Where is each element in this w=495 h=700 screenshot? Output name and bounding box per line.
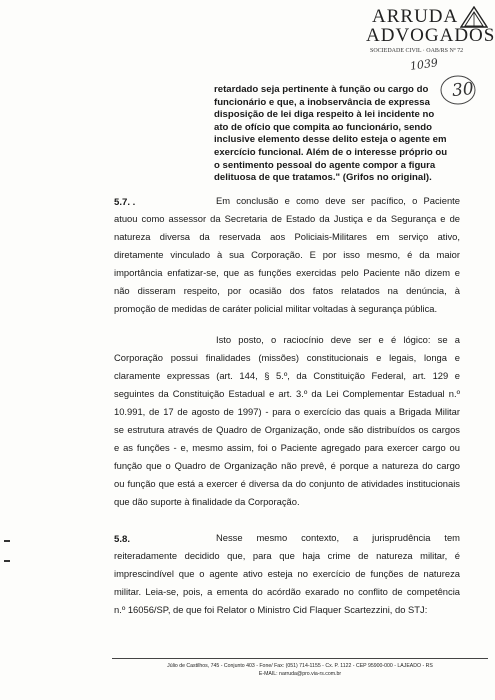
section-number-5-8: 5.8.: [114, 534, 131, 545]
paragraph-line: diretamente vinculado à sua Corporação. E por isso mesmo, é da maior: [114, 249, 460, 260]
paragraph-line: ou função que está a exercer é diversa da do conjunto de atividades institucionais: [114, 478, 460, 489]
triangle-logo-icon: [460, 6, 488, 28]
paragraph-line: Isto posto, o raciocínio deve ser e é lógico: se a: [216, 334, 460, 345]
paragraph-line: claramente expressas (art. 144, § 5.º, da Constituição Federal, art. 129 e: [114, 370, 460, 381]
paragraph-line: imprescindível que o agente ativo esteja no exercício de funções de natureza: [114, 568, 460, 579]
reasoning-paragraph: [114, 331, 460, 511]
page-footer: [115, 662, 485, 678]
quote-line: o sentimento pessoal do agente compor a figura: [214, 159, 436, 171]
paragraph-line: atuou como assessor da Secretaria de Estado da Justiça e da Segurança e de: [114, 213, 460, 224]
paragraph-line: promoção de medidas de caráter policial militar voltadas à segurança pública.: [114, 303, 438, 314]
paragraph-line: natureza diversa da reservada aos Policiais-Militares em serviço ativo,: [114, 231, 460, 242]
quote-line: disposição de lei diga respeito à lei incidente no: [214, 109, 435, 121]
quote-line: inclusive elemento desse delito esteja o agente em: [214, 134, 447, 146]
handwritten-folio-number: 30: [451, 78, 475, 102]
quote-line: funcionário e que, a inobservância de expressa: [214, 96, 430, 108]
paragraph-line: seguintes da Constituição Estadual e art. 3.º da Lei Complementar Estadual n.º: [114, 388, 460, 399]
section-number-5-7: 5.7. .: [114, 197, 136, 208]
footer-divider: [112, 658, 488, 659]
quote-line: retardado seja pertinente à função ou cargo do: [214, 84, 429, 95]
quote-line: ato de ofício que compita ao funcionário, sendo: [214, 121, 433, 133]
paragraph-line: 10.991, de 17 de agosto de 1997) - para o exercício das quais a Brigada Militar: [114, 406, 460, 417]
section-5-8-paragraph: [114, 529, 460, 619]
paragraph-line: Nesse mesmo contexto, a jurisprudência tem: [216, 532, 460, 543]
scan-edge-mark: [4, 560, 10, 562]
paragraph-line: não disseram respeito, por ocasião dos fatos relatados na denúncia, à: [114, 285, 460, 296]
paragraph-line: se estrutura através de Quadro de Organização, onde são distribuídos os cargos: [114, 424, 460, 435]
quote-line: delituosa de que tratamos." (Grifos no original).: [214, 172, 432, 184]
block-quote: [214, 84, 460, 185]
firm-name-line1: ARRUDA: [372, 6, 459, 27]
firm-name-line2: ADVOGADOS: [366, 25, 495, 46]
footer-email: E-MAIL: narruda@pro.via-rs.com.br: [258, 671, 342, 677]
paragraph-line: função que o Quadro de Organização não prevê, é porque a natureza do cargo: [114, 460, 460, 471]
firm-subtitle: SOCIEDADE CIVIL · OAB/RS Nº 72: [370, 48, 464, 54]
paragraph-line: n.º 16056/SP, de que foi Relator o Ministro Cid Flaquer Scartezzini, do STJ:: [114, 604, 428, 615]
paragraph-line: e as funções - e, mesmo assim, foi o Paciente agregado para exercer cargo ou: [114, 442, 460, 453]
paragraph-line: importância enfatizar-se, que as funções exercidas pelo Paciente não dizem e: [114, 267, 460, 278]
paragraph-line: Em conclusão e como deve ser pacífico, o Paciente: [216, 195, 460, 206]
paragraph-line: Corporação possui finalidades (missões) constitucionais e legais, longa e: [114, 352, 460, 363]
footer-address: Júlio de Castilhos, 745 - Conjunto 403 - Fone/ Fax: (051) 714-1155 - Cx. P. 1122 - CEP 95900-000 - LAJEADO - RS: [167, 663, 433, 669]
section-5-7-paragraph: [114, 192, 460, 318]
paragraph-line: militar. Leia-se, pois, a ementa do acórdão exarado no conflito de competência: [114, 586, 460, 597]
paragraph-line: que dão suporte à finalidade da Corporação.: [114, 496, 300, 507]
scan-edge-mark: [4, 540, 10, 542]
handwritten-page-number: 1039: [409, 56, 439, 73]
paragraph-line: reiteradamente decidido que, para que haja crime de natureza militar, é: [114, 550, 460, 561]
quote-line: exercício funcional. Além de o interesse próprio ou: [214, 146, 448, 158]
